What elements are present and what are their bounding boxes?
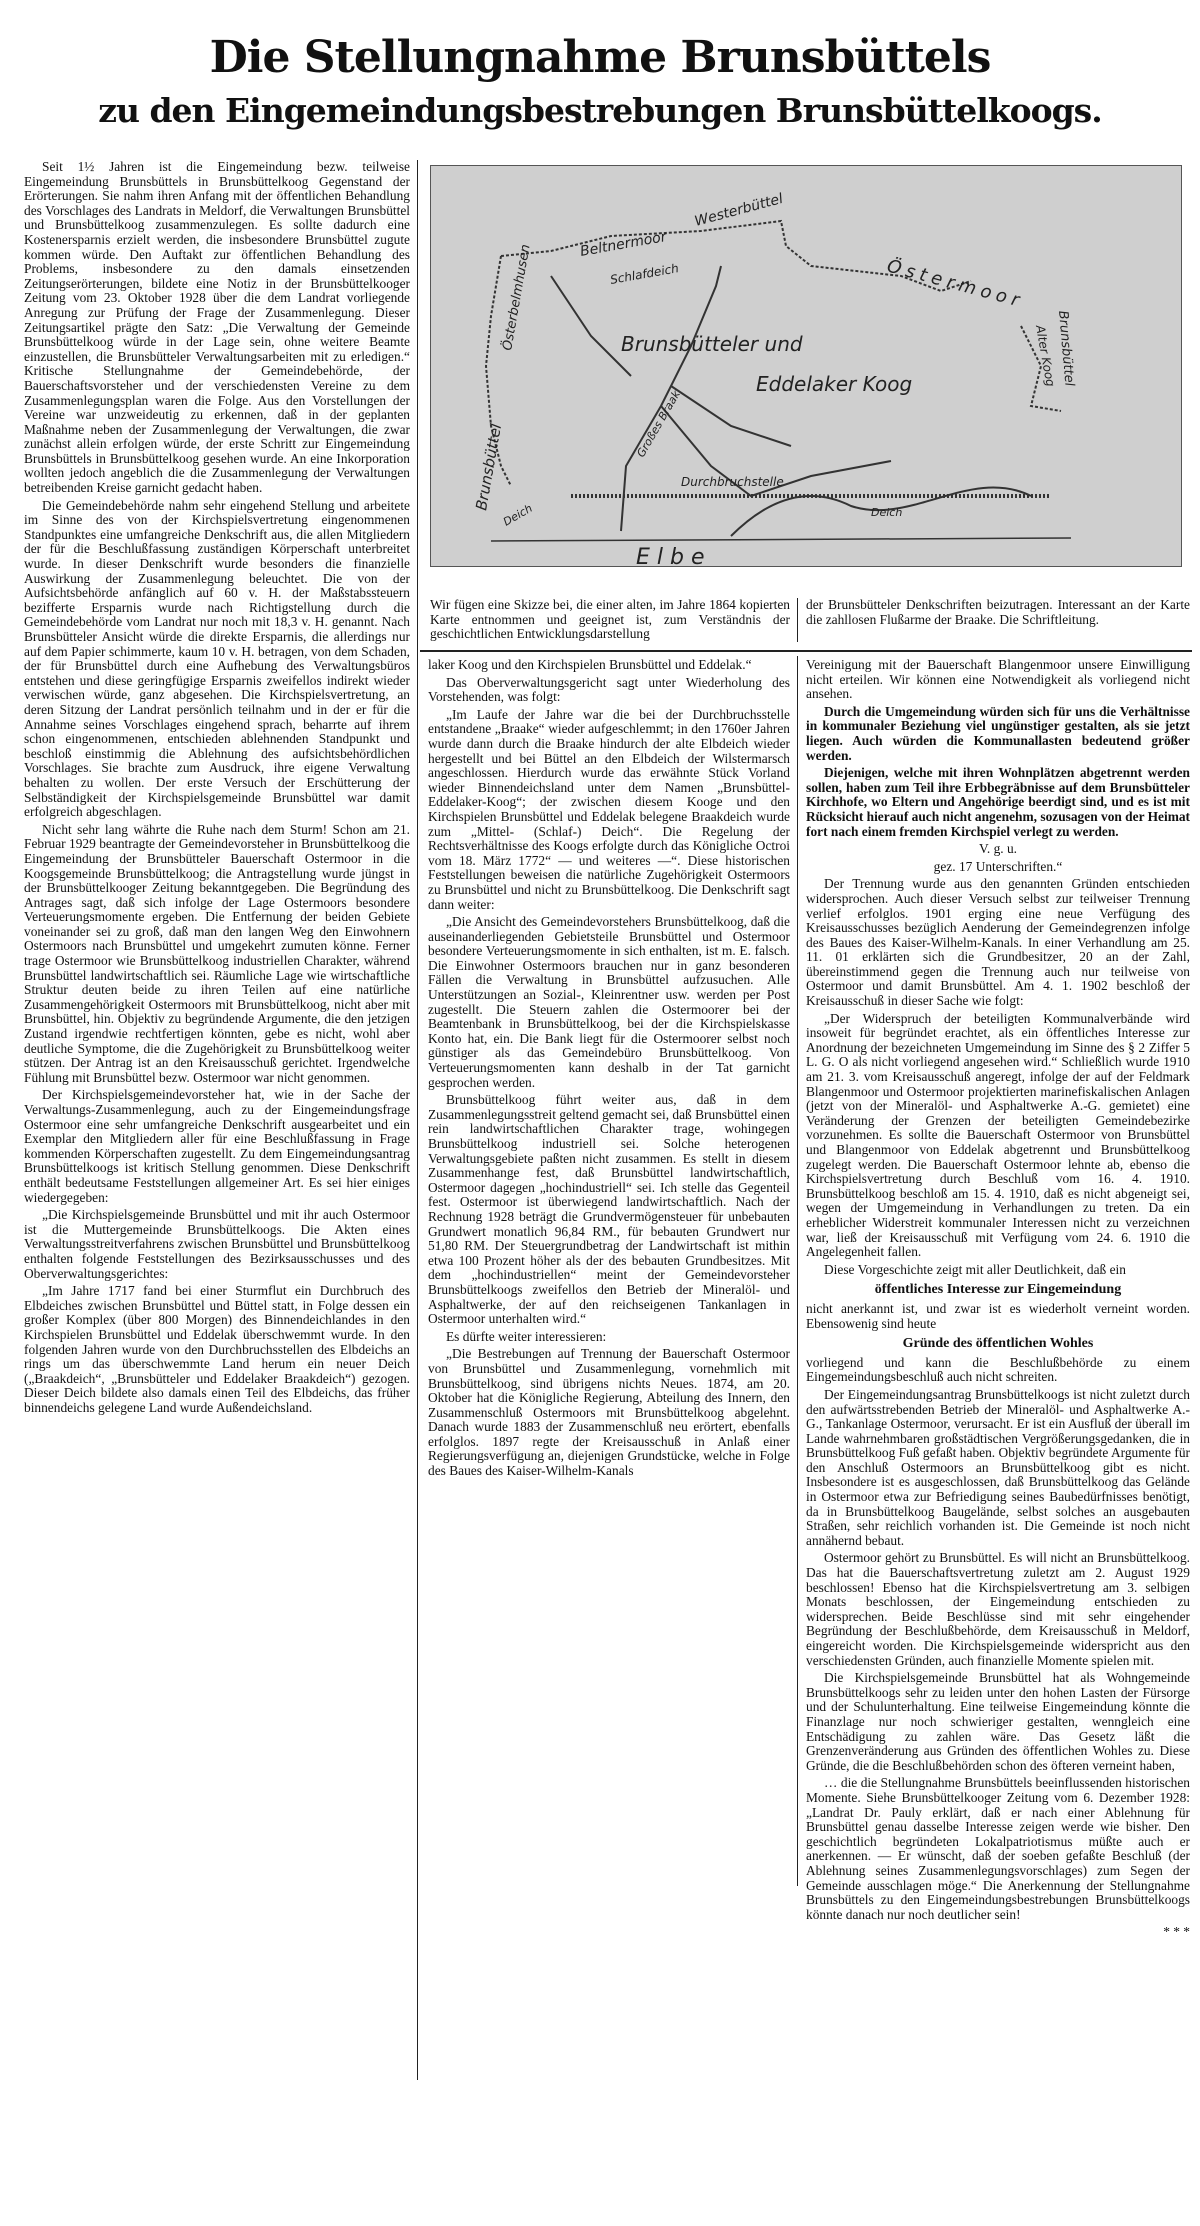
- paragraph: nicht anerkannt ist, und zwar ist es wiederholt verneint worden. Ebensowenig sind heute: [806, 1300, 1190, 1331]
- article-column-3: [806, 658, 1190, 1943]
- paragraph: vorliegend und kann die Beschlußbehörde zu einem Eingemeindungsbeschluß auch nicht schreiten.: [806, 1354, 1190, 1385]
- headline-line-1: Die Stellungnahme Brunsbüttels: [209, 32, 991, 83]
- map-label: Westerbüttel: [692, 190, 785, 230]
- map-label: Schlafdeich: [609, 261, 680, 287]
- paragraph: Die Gemeindebehörde nahm sehr eingehend Stellung und arbeitete im Sinne des von der Kirchspielsvertretung eingenommenen Standpunktes eine umfangreiche Denkschrift aus, die allen Mitgliedern der für die Beschlußfassung zuständigen Körperschaft unterbreitet wurde. In dieser Denkschrift wurde besonders die finanzielle Auswirkung der Zusammenlegung beleuchtet. Die von der Aufsichtsbehörde anfänglich auf 60 v. H. der Maßstabssteuern bezifferte Ersparnis wurde nach Richtigstellung durch die Gemeindebehörde vom Landrat nur noch mit 18,3 v. H. genannt. Nach Brunsbütteler Ansicht würde die direkte Ersparnis, die allerdings nur auf dem Papier schimmerte, kaum 10 v. H. betragen, von dem Schaden, der für Brunsbüttel durch eine Aufhebung des Verwaltungsbüros entstehen und diese geringfügige Ersparnis zweifellos indirekt wieder verwischen würde, ganz abgesehen. Die Kirchspielsvertretung, an deren Sitzung der Landrat persönlich teilnahm und in der er für die Annahme seines Vorschlages eingehend sprach, beharrte auf ihrem schon eingenommenen, entschieden ablehnenden Standpunkt und beschloß einstimmig die Ablehnung des aufsichtsbehördlichen Vorschlages. Sie brachte zum Ausdruck, ihre eigene Verwaltung behalten zu wollen. Der erste Versuch der Erschütterung der Selbständigkeit der Kirchspielsgemeinde Brunsbüttel war damit erfolgreich abgeschlagen.: [24, 497, 410, 820]
- paragraph: „Die Bestrebungen auf Trennung der Bauerschaft Ostermoor von Brunsbüttel und Zusammenlegung, vornehmlich mit Brunsbüttelkoog, sind übrigens nichts Neues. 1874, am 20. Oktober hat die Königliche Regierung, Abteilung des Innern, den Zusammenschluß Ostermoors mit Brunsbüttelkoog abgelehnt. Danach wurde 1883 der Zusammenschluß neu erörtert, ebenfalls erfolglos. 1897 regte der Kreisausschuß in Anlaß einer Regierungsverfügung an, diejenigen Grundstücke, welche in Folge des Baues des Kaiser-Wilhelm-Kanals: [428, 1346, 790, 1479]
- paragraph: Der Trennung wurde aus den genannten Gründen entschieden widersprochen. Auch dieser Versuch selbst zur teilweiser Trennung verlief erfolglos. 1901 erging eine neue Verfügung des Kreisausschusses bezüglich Aenderung der Gemeindegrenzen infolge des Baues des Kaiser-Wilhelm-Kanals. In einer Verhandlung am 25. 11. 01 erklärten sich die Grundbesitzer, 20 an der Zahl, übereinstimmend gegen die Trennung auch nur teilweise von Ostermoor und damit Brunsbüttel. Am 4. 1. 1902 beschloß der Kreisausschuß in dieser Sache wie folgt:: [806, 876, 1190, 1009]
- signature-count: gez. 17 Unterschriften.“: [933, 858, 1063, 874]
- paragraph: Seit 1½ Jahren ist die Eingemeindung bezw. teilweise Eingemeindung Brunsbüttels in Brunsbüttelkoog Gegenstand der Erörterungen. Sie nahm ihren Anfang mit der öffentlichen Behandlung des Vorschlages des Landrats in Meldorf, die Verwaltungen Brunsbüttel und Brunsbüttelkoog zusammenzulegen. Es sollte dadurch eine Kostenersparnis erzielt werden, die insbesondere Brunsbüttel zugute kommen würde. Den Auftakt zur öffentlichen Behandlung des Problems, insbesondere zu den damals einsetzenden Zeitungserörterungen, bildete eine Notiz in der Brunsbüttelkooger Zeitung vom 23. Oktober 1928 über die dem Landrat vorliegende Anregung zur Prüfung der Frage der Zusammenlegung. Dieser Zeitungsartikel prägte den Satz: „Die Verwaltung der Gemeinde Brunsbüttelkoog würde in der Lage sein, ohne weitere Beamte einzustellen, die Brunsbütteler Verwaltungsarbeiten mit zu erledigen.“ Kritische Stellungnahme der Gemeindebehörde, der Bauerschaftsvorsteher und der verschiedensten Vereine zu dem Zusammenlegungsplan waren die Folge. Aus den Vorstellungen der Vereine war unzweideutig zu erkennen, daß in der geplanten Maßnahme neben der Zusammenlegung der Verwaltungen, die zwar zunächst allein erfolgen würde, der erste Schritt zur Eingemeindung Brunsbüttels in Brunsbüttelkoog gesehen wurde. An eine Inkorporation wollten jedoch angeblich die die Zusammenlegung der Verwaltungen betreibenden Kreise garnicht gedacht haben.: [24, 159, 410, 496]
- section-rule: [420, 650, 1192, 652]
- map-label: Beltnermoor: [578, 229, 668, 260]
- map-label: Östermoor: [884, 255, 1027, 313]
- paragraph: … die die Stellungnahme Brunsbüttels beeinflussenden historischen Momente. Siehe Brunsbüttelkooger Zeitung vom 6. Dezember 1928: „Landrat Dr. Pauly erklärt, daß er nach einer Ablehnung für Brunsbüttel genau dasselbe Interesse zeigen werde wie bisher. Den geschichtlich begründeten Lokalpatriotismus müßte auch er anerkennen. — Er wünscht, daß der soeben gefaßte Beschluß (der Ablehnung seines Zusammenlegungsvorschlages) zum Segen der Gemeinde ausschlagen möge.“ Die Anerkennung der Stellungnahme Brunsbüttels zu den Eingemeindungsbestrebungen Brunsbüttelkoogs könnte danach nur noch deutlicher sein!: [806, 1775, 1190, 1922]
- map-label: Großes Braak: [634, 388, 683, 460]
- map-label: Eddelaker Koog: [756, 372, 913, 396]
- column-divider: [417, 160, 418, 2080]
- map-label: Österbelmhusen: [500, 243, 534, 352]
- paragraph: „Im Jahre 1717 fand bei einer Sturmflut ein Durchbruch des Elbdeiches zwischen Brunsbüttel und Büttel statt, in Folge dessen ein großer Komplex (über 800 Morgen) des Binnendeichlandes in den Kirchspielen Brunsbüttel und Eddelak überschwemmt wurde. In den folgenden Jahren wurde von den Durchbruchsstellen des Elbdeichs an rings um das überschwemmte Land herum ein neuer Deich („Braakdeich“, „Brunsbütteler und Eddelaker Braakdeich“) gezogen. Dieser Deich bildete also damals einen Teil des Elbdeichs, das früher binnendeichs gelegene Land wurde Außendeichsland.: [24, 1283, 410, 1415]
- article-column-1: [24, 160, 410, 1418]
- caption-divider: [797, 598, 798, 642]
- headline-line-2: zu den Eingemeindungsbestrebungen Brunsbüttelkoogs.: [98, 91, 1102, 130]
- signature-abbrev: V. g. u.: [978, 841, 1018, 857]
- paragraph: Diejenigen, welche mit ihren Wohnplätzen abgetrennt werden sollen, haben zum Teil ihre Erbbegräbnisse auf dem Brunsbütteler Kirchhofe, wo Eltern und Angehörige beerdigt sind, und es ist mit Rücksicht hierauf auch nicht angenehm, sozusagen von der Heimat fort nach einem fremden Kirchspiel verlegt zu werden.: [806, 765, 1191, 839]
- column-divider: [797, 656, 798, 1886]
- paragraph: „Die Kirchspielsgemeinde Brunsbüttel und mit ihr auch Ostermoor ist die Muttergemeinde Brunsbüttelkoogs. Die Akten eines Verwaltungsstreitverfahrens zwischen Brunsbüttel und Brunsbüttelkoog enthalten folgende Feststellungen des Bezirksausschusses und des Oberverwaltungsgerichtes:: [24, 1207, 410, 1281]
- paragraph: Nicht sehr lang währte die Ruhe nach dem Sturm! Schon am 21. Februar 1929 beantragte der Gemeindevorsteher in Brunsbüttelkoog die Eingemeindung der Brunsbütteler Bauerschaft Ostermoor in die Koogsgemeinde Brunsbüttelkoog; die Antragstellung wurde jüngst in der Brunsbüttelkooger Zeitung bekanntgegeben. Die Begründung des Antrages sagt, daß sich infolge der Lage Ostermoors besondere Verteuerungsmomente ergeben. Die Entfernung der beiden Gebiete voneinander sei zu groß, daß man den langen Weg den Einwohnern Ostermoors nach Brunsbüttel und umgekehrt zumuten könne. Ferner trage Ostermoor wie Brunsbüttelkoog industriellen Charakter, während Brunsbüttel landwirtschaftlich sei. Räumliche Lage wie wirtschaftliche Struktur deuten beide zu ihren Teilen auf eine natürliche Zusammengehörigkeit Ostermoors mit Brunsbüttelkoog, nicht aber mit Brunsbüttel, hin. Objektiv zu begründende Argumente, die den jetzigen Zustand irgendwie rechtfertigen könnten, gebe es nicht, wohl aber deutliche Symptome, die die Zugehörigkeit zu Brunsbüttelkoog weiter stützen. Der Antrag ist an den Kreisausschuß gerichtet. Irgendwelche Fühlung mit Brunsbüttel bezw. Ostermoor war nicht genommen.: [24, 821, 410, 1085]
- paragraph: Ostermoor gehört zu Brunsbüttel. Es will nicht an Brunsbüttelkoog. Das hat die Bauerschaftsvertretung zuletzt am 2. August 1929 beschlossen! Ebenso hat die Kirchspielsvertretung am 3. selbigen Monats beschlossen, der Eingemeindung entschieden zu widersprechen. Beide Beschlüsse sind mit sehr eingehender Begründung der Beschlußbehörde, dem Kreisausschuß in Meldorf, eingereicht worden. Die Kirchspielsgemeinde widerspricht aus den verschiedensten Gründen, auch finanzielle Momente spielen mit.: [806, 1550, 1190, 1668]
- map-caption-left: Wir fügen eine Skizze bei, die einer alten, im Jahre 1864 kopierten Karte entnommen und geeignet ist, zum Verständnis der geschichtlichen Entwicklungsdarstellung: [430, 597, 790, 642]
- paragraph: Diese Vorgeschichte zeigt mit aller Deutlichkeit, daß ein: [824, 1261, 1126, 1277]
- map-label: Deich: [871, 506, 903, 519]
- article-column-2: [428, 658, 790, 1482]
- paragraph: Brunsbüttelkoog führt weiter aus, daß in dem Zusammenlegungsstreit geltend gemacht sei, daß Brunsbüttel einen rein landwirtschaftlichen Charakter trage, wohingegen Brunsbüttelkoog industriell sei. Solche heterogenen Verwaltungsgebiete paßten nicht zusammen. Es stellt in diesem Zusammenhange fest, daß Brunsbüttel landwirtschaftlich, Ostermoor dagegen „hochindustriell“ sei. Ich stelle das Gegenteil fest. Ostermoor ist überwiegend landwirtschaftlich. Nach der Rechnung 1928 beträgt die Grundvermögensteuer für unbebauten Grundwert monatlich 96,84 RM., für bebauten Grundwert nur 51,80 RM. Der Steuergrundbetrag der Landwirtschaft ist mithin etwa 100 Prozent höher als der des bebauten Grundbesitzes. Mit dem „hochindustriellen“ meint der Gemeindevorsteher Brunsbüttelkoogs zweifellos den Betrieb der Mineralöl- und Asphaltwerke, der auf den reichseigenen Tankanlagen in Ostermoor unterhalten wird.“: [428, 1092, 790, 1327]
- map-label: Deich: [501, 501, 535, 529]
- dike-line: [501, 221, 971, 291]
- map-drawing: [431, 166, 1181, 566]
- paragraph: Der Eingemeindungsantrag Brunsbüttelkoogs ist nicht zuletzt durch den aufwärtsstrebenden Betrieb der Mineralöl- und Asphaltwerke A.-G., Tankanlage Ostermoor, verursacht. Er ist ein Ausfluß der überall im Lande wahrnehmbaren großstädtischen Vergrößerungsgedanken, die in Brunsbüttelkoog Fuß gefaßt haben. Objektiv begründete Argumente für den Anschluß Ostermoors an Brunsbüttelkoog gibt es nicht. Insbesondere ist es ausgeschlossen, daß Brunsbüttelkoog das Gelände in Ostermoor etwa zur Befriedigung seines Baubedürfnisses benötigt, da in Brunsbüttelkoog Baugelände, selbst solches an ausgebauten Straßen, sehr reichlich vorhanden ist. Die Gemeinde ist noch nicht annähernd bebaut.: [806, 1386, 1190, 1548]
- map-label: Alter Koog: [1033, 324, 1058, 388]
- braak-river: [551, 276, 631, 376]
- map-label: E l b e: [636, 545, 705, 566]
- paragraph: „Die Ansicht des Gemeindevorstehers Brunsbüttelkoog, daß die auseinanderliegenden Gebietsteile Brunsbüttel und Ostermoor besondere Verteuerungsmomente in sich enthalten, ist m. E. falsch. Die Einwohner Ostermoors brauchen nur in ganz besonderen Fällen die Verwaltung in Brunsbüttel aufzusuchen. Alle Unterstützungen an Sozial-, Kleinrentner usw. werden per Post zugestellt. Die Steuern zahlen die Ostermoorer bei der Beamtenbank in Brunsbüttelkoog, bei der die Kirchspielskasse Konto hat, ein. Die Bank liegt für die Ostermoorer selbst noch günstiger als das Gemeindebüro Brunsbüttelkoog. Von Verteuerungsmomenten kann deshalb in der Tat garnicht gesprochen werden.: [428, 914, 790, 1090]
- paragraph: Die Kirchspielsgemeinde Brunsbüttel hat als Wohngemeinde Brunsbüttelkoogs sehr zu leiden unter den hohen Lasten der Fürsorge und der Schulunterhaltung. Eine teilweise Eingemeindung könnte die Finanzlage nur noch schwieriger gestalten, wenngleich eine Entschädigung zu zahlen wäre. Das Gesetz läßt die Grenzenveränderung aus Gründen des öffentlichen Wohles zu. Diese Gründe, die die Beschlußbehörden schon des öfteren verneint haben,: [806, 1670, 1190, 1773]
- headline: [0, 30, 1200, 136]
- paragraph: Es dürfte weiter interessieren:: [446, 1328, 607, 1344]
- end-mark: * * *: [1163, 1924, 1190, 1940]
- map-label: Brunsbüttel: [1055, 310, 1077, 387]
- paragraph: „Im Laufe der Jahre war die bei der Durchbruchsstelle entstandene „Braake“ wieder aufgeschlemmt; in den 1760er Jahren wurde dann durch die Braake hindurch der alte Elbdeich wieder hergestellt und bei Büttel an den Elbdeich der Wilstermarsch angeschlossen. Hierdurch wurde das erwähnte Stück Vorland wieder Binnendeichsland unter dem Namen „Brunsbüttel-Eddelaker-Koog“; der zwischen diesem Kooge und den Kirchspielen Brunsbüttel und Eddelak belegene Braakdeich wurde zum „Mittel- (Schlaf-) Deich“. Die Regelung der Rechtsverhältnisse des Koogs erfolgte durch das Königliche Octroi vom 18. März 1772“ — und weiteres —“. Diese historischen Feststellungen beweisen die natürliche Zugehörigkeit Ostermoors zu Brunsbüttel und nicht zu Brunsbüttelkoog. Die Denkschrift sagt dann weiter:: [428, 706, 790, 912]
- map-label: Durchbruchstelle: [681, 475, 784, 489]
- paragraph: Der Kirchspielsgemeindevorsteher hat, wie in der Sache der Verwaltungs-Zusammenlegung, auch zu der Eingemeindungsfrage Ostermoor eine sehr umfangreiche Denkschrift ausgearbeitet und ein Exemplar den Mitgliedern aller für eine Beschlußfassung in Frage kommenden Körperschaften zugestellt. Zu dem Eingemeindungsantrag Brunsbüttelkoogs ist kritisch Stellung genommen. Diese Denkschrift enthält bedeutsame Feststellungen allgemeiner Art. Es sei hier einiges wiedergegeben:: [24, 1087, 410, 1205]
- map-label: Brunsbüttel: [472, 422, 506, 512]
- map-caption-right: der Brunsbütteler Denkschriften beizutragen. Interessant an der Karte die zahllosen Flußarme der Braake. Die Schriftleitung.: [806, 597, 1190, 627]
- subheading: öffentliches Interesse zur Eingemeindung: [874, 1282, 1122, 1298]
- map-label: Brunsbütteler und: [621, 332, 803, 356]
- subheading: Gründe des öffentlichen Wohles: [902, 1336, 1094, 1352]
- paragraph: Vereinigung mit der Bauerschaft Blangenmoor unsere Einwilligung nicht erteilen. Wir können eine Notwendigkeit als vorliegend nicht ansehen.: [806, 657, 1190, 702]
- paragraph: „Der Widerspruch der beteiligten Kommunalverbände wird insoweit für begründet erachtet, als ein öffentliches Interesse zur Anordnung der bezeichneten Umgemeindung im Sinne des § 2 Ziffer 5 L. G. O als nicht vorliegend angesehen wird.“ Schließlich wurde 1910 am 21. 3. vom Kreisausschuß angeregt, infolge der auf der Feldmark Blangenmoor und Ostermoor projektierten marinefiskalischen Anlagen (jetzt von der Mineralöl- und Asphaltwerke A.-G. gemietet) eine Veränderung der Grenzen der beteiligten Gemeindebezirke vorzunehmen. Es sollte die Bauerschaft Ostermoor von Brunsbüttel und Blangenmoor von Eddelak abgetrennt und Brunsbüttelkoog zugelegt werden. Die Bauerschaft Ostermoor lehnte ab, ebenso die Kirchspielsvertretung durch Beschluß vom 16. 4. 1910. Brunsbüttelkoog beschloß am 15. 4. 1910, daß es nicht abgeneigt sei, wegen der Umgemeindung in Verhandlungen zu treten. Da ein erheblicher Widerstreit kommunaler Interessen nicht zu verzeichnen war, ließ der Kreisausschuß mit Verfügung vom 24. 6. 1910 die Angelegenheit fallen.: [806, 1010, 1190, 1260]
- map-sketch: [430, 165, 1182, 567]
- paragraph: Das Oberverwaltungsgericht sagt unter Wiederholung des Vorstehenden, was folgt:: [428, 674, 790, 705]
- paragraph: laker Koog und den Kirchspielen Brunsbüttel und Eddelak.“: [428, 657, 752, 672]
- paragraph: Durch die Umgemeindung würden sich für uns die Verhältnisse in kommunaler Beziehung viel ungünstiger gestalten, als sie jetzt liegen. Auch würden die Kommunallasten bedeutend größer werden.: [806, 703, 1190, 763]
- elbe-shore: [491, 538, 1071, 541]
